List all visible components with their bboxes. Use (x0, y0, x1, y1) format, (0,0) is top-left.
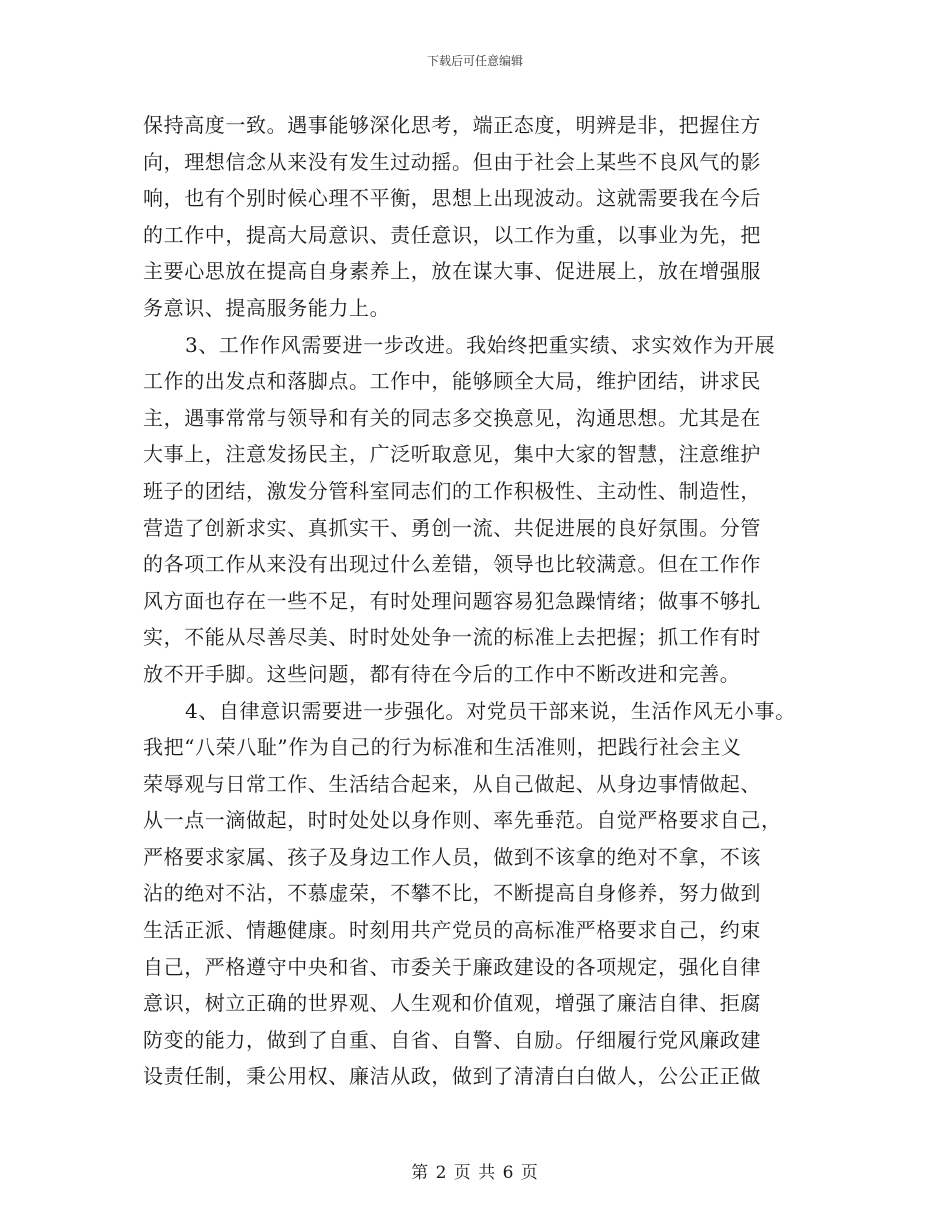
text-line: 向，理想信念从来没有发生过动摇。但由于社会上某些不良风气的影 (143, 149, 761, 174)
page-number: 第 2 页 共 6 页 (411, 1163, 539, 1183)
text-line: 主，遇事常常与领导和有关的同志多交换意见，沟通思想。尤其是在 (143, 405, 761, 430)
document-body (143, 107, 863, 1095)
paragraph-start-line: 4、自律意识需要进一步强化。对党员干部来说，生活作风无小事。 (185, 698, 796, 723)
text-line: 严格要求家属、孩子及身边工作人员，做到不该拿的绝对不拿，不该 (143, 844, 761, 869)
text-line: 自己，严格遵守中央和省、市委关于廉政建设的各项规定，强化自律 (143, 954, 761, 979)
text-line: 防变的能力，做到了自重、自省、自警、自励。仔细履行党风廉政建 (143, 1027, 761, 1052)
page-header: 下载后可任意编辑 (426, 54, 523, 68)
text-line: 营造了创新求实、真抓实干、勇创一流、共促进展的良好氛围。分管 (143, 515, 761, 540)
text-line: 沾的绝对不沾，不慕虚荣，不攀不比，不断提高自身修养，努力做到 (143, 881, 761, 906)
text-line: 我把“八荣八耻”作为自己的行为标准和生活准则，把践行社会主义 (143, 735, 742, 760)
text-line: 大事上，注意发扬民主，广泛听取意见，集中大家的智慧，注意维护 (143, 442, 761, 467)
text-line: 荣辱观与日常工作、生活结合起来，从自己做起、从身边事情做起、 (143, 771, 761, 796)
text-line: 的工作中，提高大局意识、责任意识，以工作为重，以事业为先，把 (143, 222, 761, 247)
paragraph-start-line: 3、工作作风需要进一步改进。我始终把重实绩、求实效作为开展 (185, 332, 776, 357)
text-line: 主要心思放在提高自身素养上，放在谋大事、促进展上，放在增强服 (143, 259, 761, 284)
text-line: 风方面也存在一些不足，有时处理问题容易犯急躁情绪；做事不够扎 (143, 588, 761, 613)
text-line: 保持高度一致。遇事能够深化思考，端正态度，明辨是非，把握住方 (143, 113, 761, 137)
text-line: 实，不能从尽善尽美、时时处处争一流的标准上去把握；抓工作有时 (143, 625, 761, 650)
text-line: 放不开手脚。这些问题，都有待在今后的工作中不断改进和完善。 (143, 661, 741, 686)
text-line: 生活正派、情趣健康。时刻用共产党员的高标准严格要求自己，约束 (143, 918, 761, 943)
text-line: 从一点一滴做起，时时处处以身作则、率先垂范。自觉严格要求自己， (143, 808, 782, 833)
text-line: 设责任制，秉公用权、廉洁从政，做到了清清白白做人，公公正正做 (143, 1064, 761, 1089)
text-line: 务意识、提高服务能力上。 (143, 295, 391, 320)
text-line: 意识，树立正确的世界观、人生观和价值观，增强了廉洁自律、拒腐 (143, 991, 761, 1016)
text-line: 工作的出发点和落脚点。工作中，能够顾全大局，维护团结，讲求民 (143, 369, 761, 394)
text-line: 响，也有个别时候心理不平衡，思想上出现波动。这就需要我在今后 (143, 186, 761, 211)
text-line: 班子的团结，激发分管科室同志们的工作积极性、主动性、制造性， (143, 478, 761, 503)
text-line: 的各项工作从来没有出现过什么差错，领导也比较满意。但在工作作 (143, 552, 761, 577)
